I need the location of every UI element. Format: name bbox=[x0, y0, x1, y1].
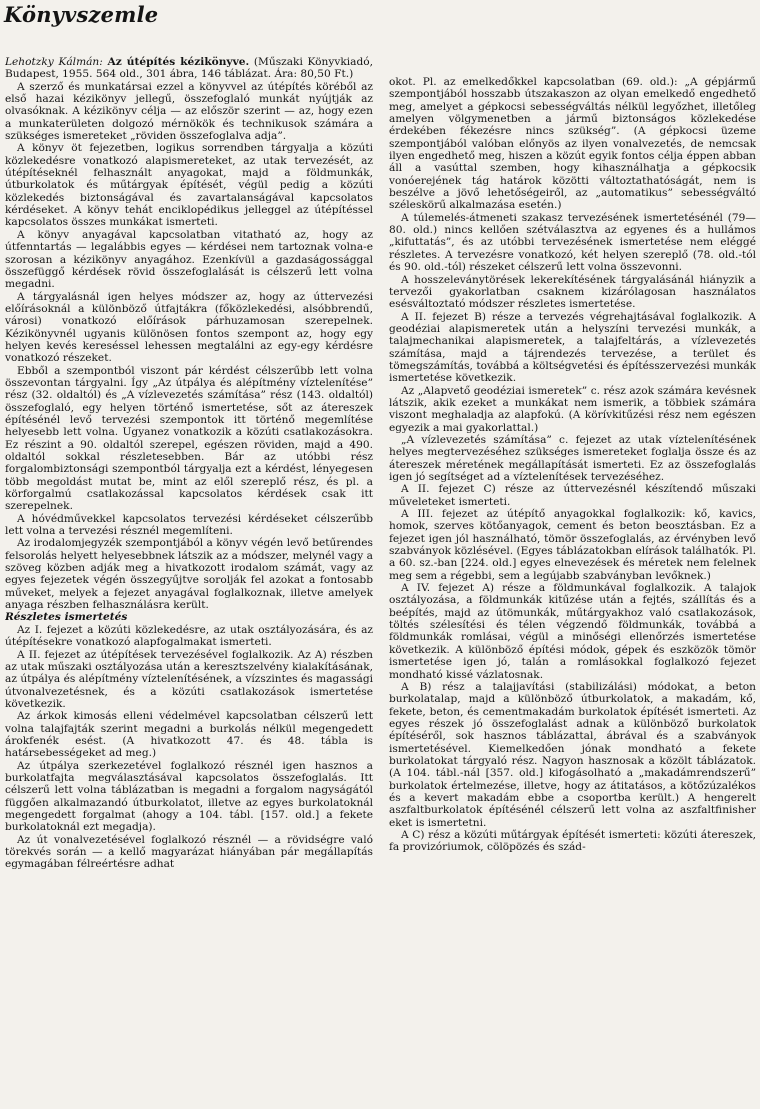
right-column bbox=[389, 76, 756, 1106]
review-publication: (Műszaki Könyvkiadó, Budapest, 1955. 564 old., 301 ábra, 146 táblázat. Ára: 80,50 Ft.) bbox=[5, 56, 373, 81]
paragraph: A könyv öt fejezetben, logikus sorrendben tárgyalja a közúti közlekedésre vonatkozó alapismereteket, az utak tervezését, az útépítéseknél felhasznált anyagokat, majd a földmunkák, útburkolatok és műtárgyak építését, végül pedig a közúti közlekedés biztonságával és zavartalanságával kapcsolatos kérdéseket. A könyv tehát enciklopédikus jelleggel az útépítéssel kapcsolatos összes munkákat ismerteti. bbox=[5, 142, 373, 229]
paragraph: A II. fejezet C) része az úttervezésnél készítendő műszaki műveleteket ismerteti. bbox=[389, 483, 756, 508]
paragraph: „A vízlevezetés számítása” c. fejezet az utak víztelenítésének helyes megtervezéséhez szükséges ismereteket foglalja össze és az átereszek méretének megállapítását ismerteti. Ez az összefoglalás igen jó segítséget ad a víztelenítések tervezéséhez. bbox=[389, 433, 756, 483]
paragraph: A II. fejezet B) része a tervezés végrehajtásával foglalkozik. A geodéziai alapismeretek után a helyszíni tervezési munkák, a talajmechanikai alapismeretek, a talajfeltárás, a vízlevezetés számítása, majd a tájrendezés tervezése, a terület és tömegszámítás, továbbá a költségvetési és építésszervezési munkák ismertetése következik. bbox=[389, 310, 756, 385]
section-title: Könyvszemle bbox=[4, 2, 159, 27]
paragraph: A tárgyalásnál igen helyes módszer az, hogy az úttervezési előírásoknál a különböző útfajtákra (főközlekedési, alsóbbrendű, városi) vonatkozó előírások párhuzamosan szerepelnek. Kézikönyvnél ugyanis különösen fontos szempont az, hogy egy helyen kevés kereséssel lehessen megtalálni az egy-egy kérdésre vonatkozó részeket. bbox=[5, 290, 373, 365]
paragraph: Az „Alapvető geodéziai ismeretek” c. rész azok számára kevésnek látszik, akik ezeket a munkákat nem ismerik, a többiek számára viszont meghaladja az alapfokú. (A körívkitűzési rész nem egészen egyezik a mai gyakorlattal.) bbox=[389, 384, 756, 434]
paragraph: Az útpálya szerkezetével foglalkozó résznél igen hasznos a burkolatfajta megválasztásával kapcsolatos összefoglalás. Itt célszerű lett volna táblázatban is megadni a forgalom nagyságától függően alkalmazandó útburkolatot, illetve az egyes burkolatoknál megengedett forgalmat (ahogy a 104. tábl. [157. old.] a fekete burkolatoknál ezt megadja). bbox=[5, 759, 373, 834]
review-author: Lehotzky Kálmán: bbox=[5, 56, 103, 68]
paragraph: Az árkok kimosás elleni védelmével kapcsolatban célszerű lett volna talajfajták szerint megadni a burkolás nélkül megengedett árokfenék esést. (A hivatkozott 47. és 48. tábla is határsebességeket ad meg.) bbox=[5, 710, 373, 760]
paragraph: Az I. fejezet a közúti közlekedésre, az utak osztályozására, és az útépítésekre vonatkozó alapfogalmakat ismerteti. bbox=[5, 623, 373, 649]
paragraph: A III. fejezet az útépítő anyagokkal foglalkozik: kő, kavics, homok, szerves kötőanyagok, cement és beton beosztásban. Ez a fejezet igen jól használható, tömör összefoglalás, az érvényben levő szabványok közlésével. (Egyes táblázatokban elírások találhatók. Pl. a 60. sz.-ban [224. old.] egyes elnevezések és méretek nem felelnek meg sem a régebbi, sem a legújabb szabványban levőknek.) bbox=[389, 508, 756, 582]
paragraph: A II. fejezet az útépítések tervezésével foglalkozik. Az A) részben az utak műszaki osztályozása után a keresztszelvény kialakításának, az útpálya és alépítmény víztelenítésének, a vízszintes és magassági útvonalvezetésnek, és a közúti csatlakozások ismertetése következik. bbox=[5, 648, 373, 710]
paragraph: A könyv anyagával kapcsolatban vitatható az, hogy az útfenntartás — legalábbis egyes — kérdései nem tartoznak volna-e szorosan a kézikönyv anyagához. Ezenkívül a gazdaságossággal összefüggő kérdések rövid összefoglalását is célszerű lett volna megadni. bbox=[5, 228, 373, 291]
paragraph: A C) rész a közúti műtárgyak építését ismerteti: közúti átereszek, fa provizóriumok, cölöpözés és szád- bbox=[389, 828, 756, 854]
paragraph: A hóvédművekkel kapcsolatos tervezési kérdéseket célszerűbb lett volna a tervezési résznél megemlíteni. bbox=[5, 512, 373, 538]
paragraph: A szerző és munkatársai ezzel a könyvvel az útépítés köréből az első hazai kézikönyv jellegű, összefoglaló munkát nyújtják az olvasóknak. A kézikönyv célja — az először szerint — az, hogy ezen a munkaterületen dolgozó mérnökök és technikusok számára a szükséges ismereteket „röviden összefoglalva adja”. bbox=[5, 80, 373, 143]
paragraph: A hosszeleványtörések lekerekítésének tárgyalásánál hiányzik a tervezői gyakorlatban csaknem kizárólagosan használatos esésváltoztató módszer részletes ismertetése. bbox=[389, 273, 756, 311]
subheading-detailed-review: Részletes ismertetés bbox=[5, 611, 128, 624]
left-column bbox=[5, 56, 373, 1106]
paragraph: Az irodalomjegyzék szempontjából a könyv végén levő betűrendes felsorolás helyett helyesebbnek látszik az a módszer, melynél vagy a szöveg közben adják meg a hivatkozott irodalom számát, vagy az egyes fejezetek végén összegyűjtve sorolják fel azokat a fontosabb műveket, melyek a fejezet anyagával foglalkoznak, illetve amelyek anyaga részben felhasználásra került. bbox=[5, 537, 373, 612]
paragraph: Az út vonalvezetésével foglalkozó résznél — a rövidségre való törekvés során — a kellő magyarázat hiányában pár megállapítás egymagában félreértésre adhat bbox=[5, 833, 373, 871]
review-header bbox=[5, 56, 373, 81]
paragraph: Ebből a szempontból viszont pár kérdést célszerűbb lett volna összevontan tárgyalni. Így „Az útpálya és alépítmény víztelenítése” rész (32. oldaltól) és „A vízlevezetés számítása” rész (143. oldaltól) összefoglaló, egy helyen történő ismertetése, sőt az átereszek építésénél levő tervezési szempontok itt történő megemlítése helyesebb lett volna. Ugyanez vonatkozik a közúti csatlakozásokra. Ez részint a 90. oldaltól szerepel, egészen röviden, majd a 490. oldaltól sokkal részletesebben. Bár az utóbbi rész forgalombiztonsági szempontból tárgyalja ezt a kérdést, lényegesen több megoldást mutat be, mint az elől szereplő rész, és pl. a körforgalmú csatlakozással kapcsolatos kérdések csak itt szerepelnek. bbox=[5, 364, 373, 513]
paragraph: A túlemelés-átmeneti szakasz tervezésének ismertetésénél (79—80. old.) nincs kellően szétválasztva az egyenes és a hullámos „kifuttatás”, és az utóbbi tervezésének ismertetése nem eléggé részletes. A tervezésre vonatkozó, két helyen szereplő (78. old.-tól és 90. old.-tól) részeket célszerű lett volna összevonni. bbox=[389, 211, 756, 274]
paragraph: A IV. fejezet A) része a földmunkával foglalkozik. A talajok osztályozása, a földmunkák kitűzése után a fejtés, szállítás és a beépítés, majd az útömunkák, műtárgyakhoz való csatlakozások, töltés szélesítési és télen végzendő földmunkák, továbbá a földmunkák romlásai, végül a minőségi ellenőrzés ismertetése következik. A különböző építési módok, gépek és eszközök tömör ismertetése igen jó, talán a romlásokkal foglalkozó fejezet mondható kissé vázlatosnak. bbox=[389, 582, 756, 681]
paragraph: okot. Pl. az emelkedőkkel kapcsolatban (69. old.): „A gépjármű szempontjából hosszabb útszakaszon az olyan emelkedő engedhető meg, amelyet a gépkocsi sebességváltás nélkül legyőzhet, illetőleg amelyen völgymenetben a jármű biztonságos közlekedése érdekében fékezésre nincs szükség”. (A gépkocsi üzeme szempontjából valóban előnyös az ilyen vonalvezetés, de nemcsak ilyen engedhető meg, hiszen a közút egyik fontos célja éppen abban áll a vasúttal szemben, hogy kihasználhatja a gépkocsik vonóerejének tág határok közötti változtathatóságát, nem is beszélve a jövő lehetőségeiről, az „automatikus” sebességváltó széleskörű alkalmazása esetén.) bbox=[389, 76, 756, 212]
paragraph: A B) rész a talajjavítási (stabilizálási) módokat, a beton burkolatalap, majd a különböző útburkolatok, a makadám, kő, fekete, beton, és cementmakadám burkolatok építését ismerteti. Az egyes részek jó összefoglalást adnak a különböző burkolatok építéséről, sok hasznos táblázattal, ábrával és a szabványok ismertetésével. Kiemelkedően jónak mondható a fekete burkolatokat tárgyaló rész. Nagyon hasznosak a közölt táblázatok. (A 104. tábl.-nál [357. old.] kifogásolható a „makadámrendszerű” burkolatok értelmezése, illetve, hogy az átitatásos, a kötőzúzalékos és a kevert makadám ebbe a csoportba került.) A hengerelt aszfaltburkolatok építésénél célszerű lett volna az aszfaltfinisher eket is ismertetni. bbox=[389, 680, 756, 829]
review-book-title: Az útépítés kézikönyve. bbox=[107, 56, 250, 68]
